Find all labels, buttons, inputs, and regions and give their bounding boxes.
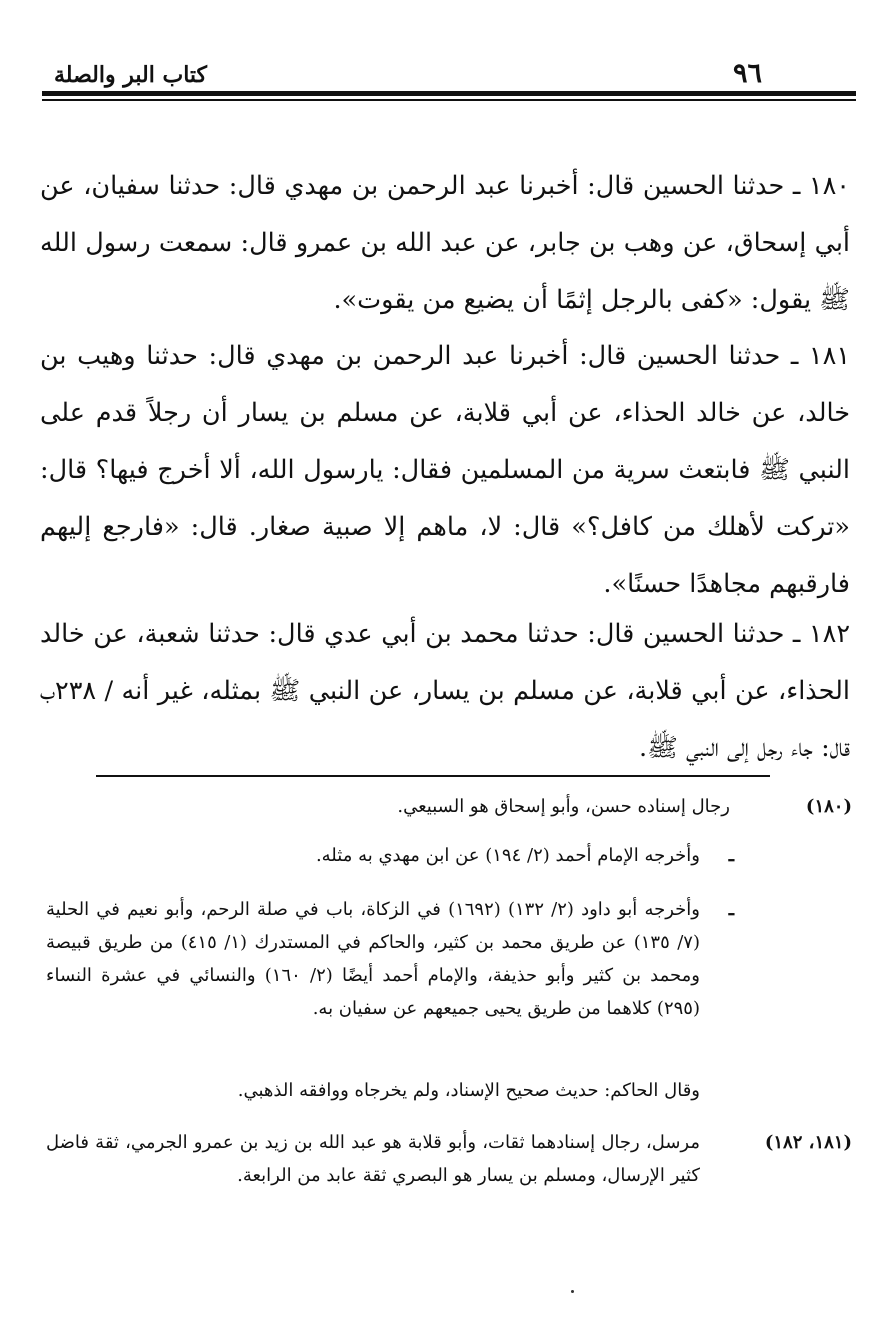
footnote-tag-181-182: (١٨١، ١٨٢) bbox=[764, 1132, 852, 1153]
hadith-number: ١٨١ ـ bbox=[790, 341, 851, 371]
hadith-text: حدثنا الحسين قال: حدثنا محمد بن أبي عدي قال: حدثنا شعبة، عن خالد الحذاء، عن أبي قلابة، عن مسلم بن يسار، عن النبي ﷺ بمثله، غير أنه / ٢٣٨ب قال: جاء رجل إلى النبي ﷺ. bbox=[40, 619, 850, 763]
page-number: ٩٦ bbox=[732, 58, 762, 89]
header-rule-thick bbox=[42, 91, 856, 96]
hadith-text: حدثنا الحسين قال: أخبرنا عبد الرحمن بن مهدي قال: حدثنا سفيان، عن أبي إسحاق، عن وهب بن جابر، عن عبد الله بن عمرو قال: سمعت رسول الله ﷺ يقول: «كفى بالرجل إثمًا أن يضيع من يقوت». bbox=[40, 171, 850, 315]
hadith-180 bbox=[40, 158, 850, 329]
footnote-180-closing: وقال الحاكم: حديث صحيح الإسناد، ولم يخرجاه ووافقه الذهبي. bbox=[237, 1080, 700, 1101]
footnote-tag-180: (١٨٠) bbox=[805, 796, 852, 817]
hadith-number: ١٨٠ ـ bbox=[792, 171, 850, 201]
footnote-180-item-2: وأخرجه أبو داود (٢/ ١٣٢) (١٦٩٢) في الزكاة، باب في صلة الرحم، وأبو نعيم في الحلية (٧/ ١٣٥) عن طريق محمد بن كثير، والحاكم في المستدرك (١/ ٤١٥) من طريق قبيصة ومحمد بن كثير وأبو حذيفة، والإمام أحمد أيضًا (٢/ ١٦٠) والنسائي في عشرة النساء (٢٩٥) كلاهما من طريق يحيى جميعهم عن سفيان به. bbox=[46, 899, 700, 1019]
footnote-separator bbox=[96, 775, 770, 777]
footnote-dash: ـ bbox=[728, 899, 734, 920]
footnote-dash: ـ bbox=[728, 845, 734, 866]
footnote-180-item-1: وأخرجه الإمام أحمد (٢/ ١٩٤) عن ابن مهدي به مثله. bbox=[315, 845, 700, 866]
book-title: كتاب البر والصلة bbox=[54, 62, 208, 88]
header-rule-thin bbox=[42, 99, 856, 101]
scan-speck bbox=[571, 1290, 574, 1293]
hadith-181 bbox=[40, 328, 850, 613]
page-header bbox=[42, 58, 844, 90]
footnote-180-intro: رجال إسناده حسن، وأبو إسحاق هو السبيعي. bbox=[397, 796, 730, 817]
hadith-182 bbox=[40, 606, 850, 777]
footnote-181-182-text: مرسل، رجال إسنادهما ثقات، وأبو قلابة هو عبد الله بن زيد بن عمرو الجرمي، ثقة فاضل كثير الإرسال، ومسلم بن يسار هو البصري ثقة عابد من الرابعة. bbox=[46, 1132, 700, 1186]
hadith-text: حدثنا الحسين قال: أخبرنا عبد الرحمن بن مهدي قال: حدثنا وهيب بن خالد، عن خالد الحذاء، عن أبي قلابة، عن مسلم بن يسار أن رجلاً قدم على النبي ﷺ فابتعث سرية من المسلمين فقال: يارسول الله، ألا أخرج فيها؟ قال: «تركت لأهلك من كافل؟» قال: لا، ماهم إلا صبية صغار. قال: «فارجع إليهم فارقبهم مجاهدًا حسنًا». bbox=[40, 341, 850, 599]
hadith-number: ١٨٢ ـ bbox=[792, 619, 851, 649]
